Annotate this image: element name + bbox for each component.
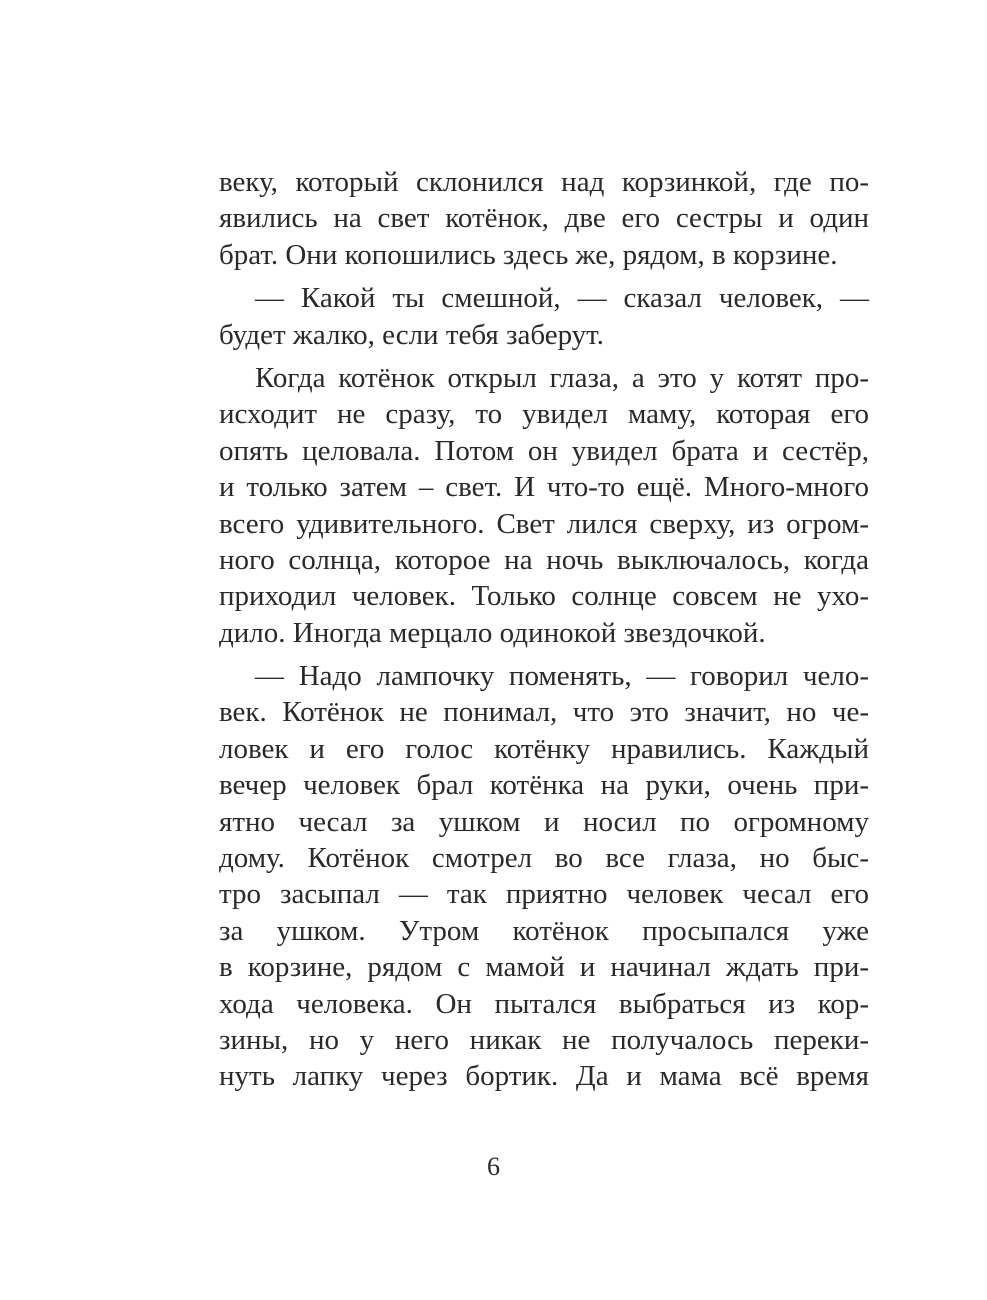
text-line: век. Котёнок не понимал, что это значит, но че- xyxy=(219,696,869,729)
text-line: ного солнца, которое на ночь выключалось, когда xyxy=(219,543,869,576)
text-line: всего удивительного. Свет лился сверху, из огром- xyxy=(219,507,869,540)
body-text xyxy=(219,164,869,1095)
page-number: 6 xyxy=(487,1152,500,1181)
text-line: приходил человек. Только солнце совсем не ухо- xyxy=(219,580,869,613)
text-line: и только затем – свет. И что-то ещё. Много-много xyxy=(219,471,869,504)
text-line: ятно чесал за ушком и носил по огромному xyxy=(219,805,869,838)
text-line: — Какой ты смешной, — сказал человек, — xyxy=(255,282,869,315)
text-line: нуть лапку через бортик. Да и мама всё время xyxy=(219,1060,869,1093)
text-line: опять целовала. Потом он увидел брата и сестёр, xyxy=(219,434,869,467)
text-line: будет жалко, если тебя заберут. xyxy=(219,318,604,351)
paragraph-gap xyxy=(219,273,869,280)
text-line: в корзине, рядом с мамой и начинал ждать при- xyxy=(219,951,869,984)
paragraph-gap xyxy=(219,353,869,360)
text-line: дило. Иногда мерцало одинокой звездочкой. xyxy=(219,616,766,649)
text-line: брат. Они копошились здесь же, рядом, в корзине. xyxy=(219,238,838,271)
text-line: — Надо лампочку поменять, — говорил чело- xyxy=(255,660,869,693)
text-line: тро засыпал — так приятно человек чесал его xyxy=(219,878,869,911)
text-line: дому. Котёнок смотрел во все глаза, но быс- xyxy=(219,842,869,875)
text-line: исходит не сразу, то увидел маму, которая его xyxy=(219,398,869,431)
text-line: зины, но у него никак не получалось переки- xyxy=(219,1023,869,1056)
text-line: явились на свет котёнок, две его сестры и один xyxy=(219,202,869,235)
text-line: вечер человек брал котёнка на руки, очень при- xyxy=(219,769,869,802)
text-line: за ушком. Утром котёнок просыпался уже xyxy=(219,914,869,947)
text-line: хода человека. Он пытался выбраться из кор- xyxy=(219,987,869,1020)
text-line: ловек и его голос котёнку нравились. Каждый xyxy=(219,732,869,765)
text-line: веку, который склонился над корзинкой, где по- xyxy=(219,166,869,198)
text-line: Когда котёнок открыл глаза, а это у котят про- xyxy=(255,361,869,394)
paragraph-gap xyxy=(219,651,869,658)
